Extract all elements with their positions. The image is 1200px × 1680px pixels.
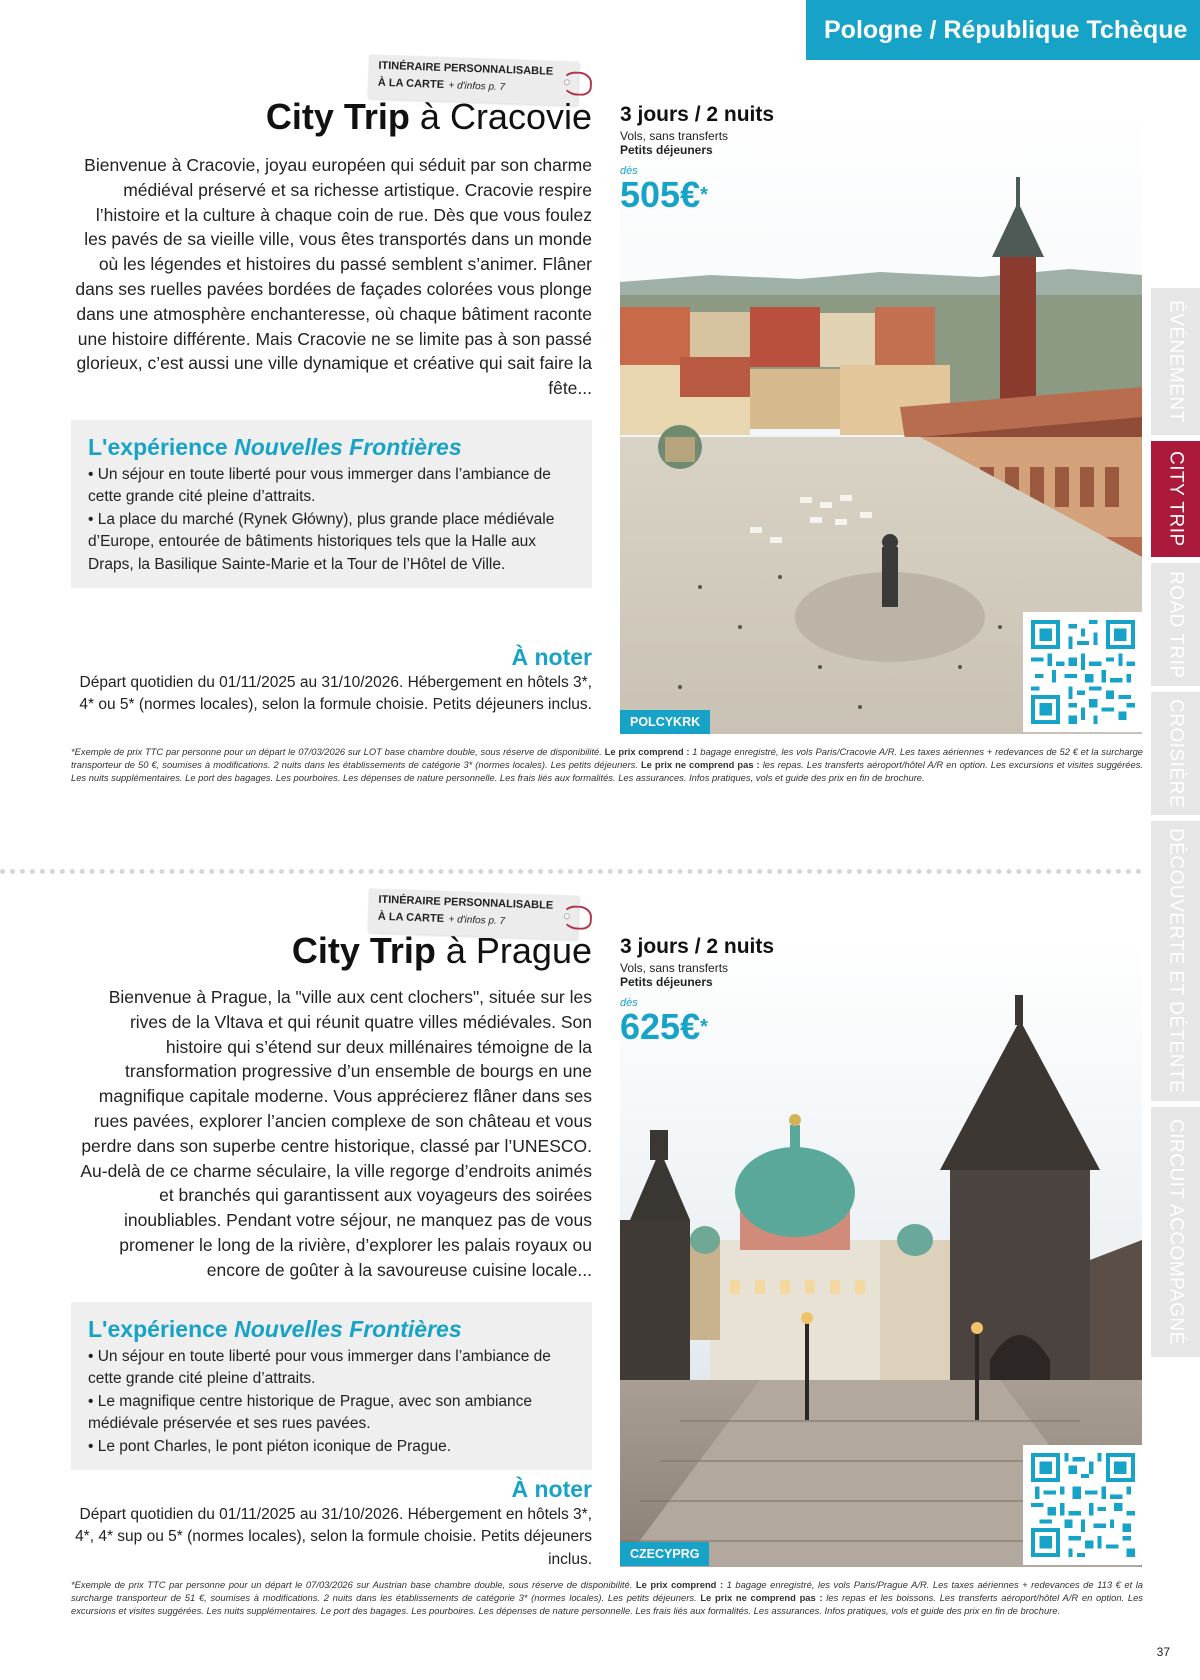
- price: [620, 1006, 774, 1047]
- transport-info: Vols, sans transferts: [620, 961, 729, 975]
- price-star: *: [700, 184, 708, 206]
- title-rest: à Cracovie: [409, 96, 592, 137]
- note-title: À noter: [511, 644, 592, 670]
- fine-text: 1 bagage enregistré, les vols Paris/Cracovie A/R. Les taxes aériennes + redevances de 52 € et la surcharge transporteur de 50 €, soumises à modifications. 2 nuits dans les établissements de catégorie 3* (normes locales). Les petits déjeuners.: [71, 746, 1143, 771]
- tab-road-trip[interactable]: [1151, 563, 1200, 686]
- transport-info: Vols, sans transferts: [620, 129, 729, 143]
- price: [620, 174, 774, 215]
- tag-line2: À LA CARTE: [377, 76, 445, 91]
- tab-label: ROAD TRIP: [1165, 570, 1187, 679]
- section-divider: [0, 869, 1142, 874]
- price-block: [620, 935, 774, 1045]
- country-title: Pologne / République Tchèque: [824, 15, 1188, 44]
- trip-title: [292, 930, 592, 972]
- tab-decouverte[interactable]: [1151, 821, 1200, 1101]
- tag-string: [562, 905, 593, 930]
- country-header: [806, 0, 1200, 60]
- fine-print: [71, 1578, 1143, 1618]
- title-bold: City Trip: [265, 96, 410, 137]
- duration: 3 jours / 2 nuits: [620, 103, 775, 126]
- fine-print: [71, 745, 1143, 785]
- fine-text: 1 bagage enregistré, les vols Paris/Prague A/R. Les taxes aériennes + redevances de 113 € et la surcharge transporteur de 51 €, soumises à modifications. 2 nuits dans les établissements de catégorie 3* (normes locales). Les petits déjeuners.: [71, 1579, 1144, 1604]
- fine-text: *Exemple de prix TTC par personne pour un départ le 07/03/2026 sur Austrian base chambre double, sous réserve de disponibilité.: [71, 1579, 636, 1590]
- tag-line1: ITINÉRAIRE PERSONNALISABLE: [378, 893, 554, 912]
- experience-box: [71, 420, 592, 588]
- experience-title-2: Nouvelles Frontières: [234, 1316, 462, 1342]
- experience-title-1: L'expérience: [88, 1316, 235, 1342]
- tab-croisiere[interactable]: [1151, 692, 1200, 815]
- price-value: 625€: [620, 1006, 701, 1047]
- meal-info: Petits déjeuners: [620, 975, 713, 989]
- fine-label: Le prix comprend :: [604, 746, 693, 757]
- trip-code: POLCYKRK: [620, 710, 710, 734]
- experience-item: • Le pont Charles, le pont piéton iconique de Prague.: [88, 1437, 452, 1455]
- price-value: 505€: [620, 174, 701, 215]
- experience-title-2: Nouvelles Frontières: [234, 434, 462, 460]
- tab-label: CITY TRIP: [1165, 451, 1187, 547]
- note-text: Départ quotidien du 01/11/2025 au 31/10/2026. Hébergement en hôtels 3*, 4* ou 5* (normes locales), selon la formule choisie. Petits déjeuners inclus.: [79, 674, 592, 714]
- side-navigation: [1151, 288, 1200, 1363]
- tab-label: CIRCUIT ACCOMPAGNÉ: [1165, 1119, 1187, 1345]
- tab-label: ÉVÉNEMENT: [1165, 300, 1187, 423]
- meal-info: Petits déjeuners: [620, 143, 713, 157]
- title-bold: City Trip: [291, 930, 436, 971]
- price-block: [620, 103, 774, 213]
- tab-label: CROISIÈRE: [1165, 698, 1187, 809]
- trip-intro: Bienvenue à Prague, la "ville aux cent clochers", située sur les rives de la Vltava et qui réunit quatre villes médiévales. Son histoire qui s’étend sur deux millénaires témoigne de la transformation progressive d’un ensemble de bourgs en une magnifique capitale moderne. Vous apprécierez flâner dans ses rues pavées, explorer l’ancien complexe de son château et vous perdre dans son superbe centre historique, classé par l’UNESCO. Au-delà de ce charme séculaire, la ville regorge d’endroits animés et branchés qui garantissent aux voyageurs des soirées inoubliables. Pendant votre séjour, ne manquez pas de vous promener le long de la rivière, d’explorer les palais royaux ou encore de goûter à la savoureuse cuisine locale...: [80, 987, 592, 1280]
- duration: 3 jours / 2 nuits: [620, 935, 775, 958]
- tag-line3: + d'infos p. 7: [448, 80, 506, 94]
- note-text: Départ quotidien du 01/11/2025 au 31/10/2026. Hébergement en hôtels 3*, 4*, 4* sup ou 5* (normes locales), selon la formule choisie. Petits déjeuners inclus.: [75, 1506, 592, 1568]
- tag-string: [562, 71, 593, 96]
- qr-code-icon[interactable]: [1023, 612, 1143, 732]
- experience-item: • Un séjour en toute liberté pour vous immerger dans l’ambiance de cette grande cité pleine d’attraits.: [88, 1348, 551, 1388]
- tab-evenement[interactable]: [1151, 288, 1200, 435]
- experience-item: • Le magnifique centre historique de Prague, avec son ambiance médiévale préservée et ses rues pavées.: [88, 1392, 533, 1433]
- qr-code-icon[interactable]: [1023, 1445, 1143, 1565]
- experience-box: [71, 1302, 592, 1470]
- title-rest: à Prague: [435, 930, 592, 971]
- fine-text: *Exemple de prix TTC par personne pour un départ le 07/03/2026 sur LOT base chambre double, sous réserve de disponibilité.: [71, 746, 605, 757]
- experience-title: [88, 1316, 576, 1343]
- trip-title: [266, 96, 592, 138]
- fine-text: les repas et les boissons. Les transferts aéroport/hôtel A/R en option. Les excursions et visites suggérées. Les nuits supplémentaires. Le port des bagages. Les pourboires. Les dépenses de nature personnelle. Les frais liés aux formalités. Les assurances. Infos pratiques, vols et guide des prix en fin de brochure.: [71, 1592, 1143, 1617]
- price-from: dès: [620, 997, 638, 1009]
- tab-city-trip[interactable]: [1151, 441, 1200, 557]
- experience-item: • Un séjour en toute liberté pour vous immerger dans l’ambiance de cette grande cité pleine d’attraits.: [88, 466, 551, 506]
- fine-text: les repas. Les transferts aéroport/hôtel A/R en option. Les excursions et visites suggérées. Les nuits supplémentaires. Le port des bagages. Les pourboires. Les dépenses de nature personnelle. Les frais liés aux formalités. Les assurances. Infos pratiques, vols et guide des prix en fin de brochure.: [71, 759, 1143, 784]
- tag-line1: ITINÉRAIRE PERSONNALISABLE: [378, 59, 554, 78]
- note-title: À noter: [511, 1476, 592, 1502]
- price-from: dès: [620, 165, 638, 177]
- experience-title-1: L'expérience: [88, 434, 235, 460]
- trip-intro: Bienvenue à Cracovie, joyau européen qui séduit par son charme médiéval préservé et sa richesse artistique. Cracovie respire l’histoire et la culture à chaque coin de rue. Dès que vous foulez les pavés de sa vieille ville, vous êtes transportés dans un monde où les légendes et histoires du passé semblent s’animer. Flâner dans ses ruelles pavées bordées de façades colorées vous plonge dans une atmosphère enchanteresse, où chaque bâtiment raconte une histoire différente. Mais Cracovie ne se limite pas à son passé glorieux, c’est aussi une ville dynamique et créative qui sait faire la fête...: [75, 155, 592, 399]
- tag-line2: À LA CARTE: [377, 910, 445, 925]
- fine-label: Le prix comprend :: [635, 1579, 727, 1590]
- page-number: 37: [1156, 1645, 1170, 1659]
- tab-circuit[interactable]: [1151, 1107, 1200, 1357]
- fine-label: Le prix ne comprend pas :: [640, 759, 763, 771]
- fine-label: Le prix ne comprend pas :: [700, 1592, 827, 1604]
- tab-label: DÉCOUVERTE ET DÉTENTE: [1165, 828, 1187, 1094]
- trip-code: CZECYPRG: [620, 1542, 709, 1566]
- price-star: *: [700, 1016, 708, 1038]
- tag-line3: + d'infos p. 7: [448, 914, 506, 928]
- experience-title: [88, 434, 576, 461]
- experience-item: • La place du marché (Rynek Główny), plus grande place médiévale d’Europe, entourée de bâtiments historiques tels que la Halle aux Draps, la Basilique Sainte-Marie et la Tour de l’Hôtel de Ville.: [88, 510, 555, 573]
